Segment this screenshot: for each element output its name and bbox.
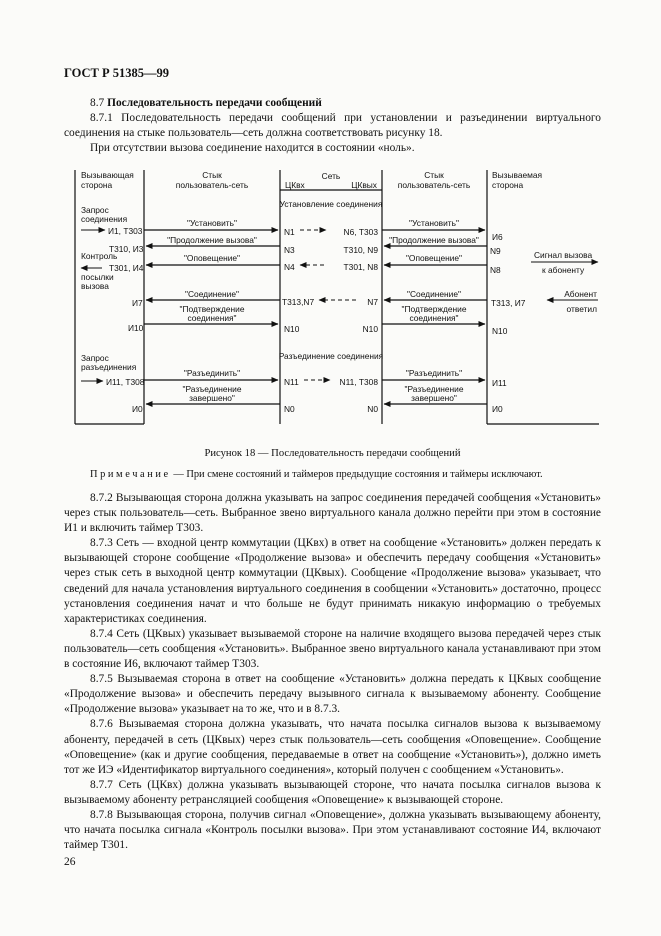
msg-alert-left: "Оповещение" — [183, 253, 241, 263]
paragraph-8-7-8: 8.7.8 Вызывающая сторона, получив сигнал «Оповещение», должна указывать вызывающему абоненту, что начата посылка сигнала «Контроль посылки вызова». При этом устанавливают состояние И4, включают таймер Т301. — [64, 808, 601, 852]
msg-ack-right-2: соединения" — [409, 313, 459, 323]
msg-disconnect-right: "Разъединить" — [405, 368, 463, 378]
label-answer-1: Абонент — [564, 289, 597, 299]
label-i0: И0 — [132, 404, 143, 414]
document-code: ГОСТ Р 51385—99 — [64, 66, 170, 80]
header-calling-1: Вызывающая — [81, 170, 134, 180]
label-release-1: Запрос — [81, 353, 109, 363]
header-called-2: сторона — [492, 180, 524, 190]
label-ring-2: к абоненту — [542, 265, 585, 275]
section-number: 8.7 — [90, 97, 105, 109]
header-interface-right-2: пользователь-сеть — [397, 180, 471, 190]
label-i10: И10 — [128, 323, 144, 333]
paragraph-no-call: При отсутствии вызова соединение находится в состоянии «ноль». — [90, 142, 415, 155]
state-n0-right: N0 — [367, 404, 378, 414]
msg-ack-left-1: "Подтверждение — [179, 304, 245, 314]
note — [64, 469, 601, 480]
msg-setup-left: "Установить" — [187, 218, 237, 228]
figure-caption: Рисунок 18 — Последовательность передачи сообщений — [204, 448, 461, 459]
figure-18 — [64, 158, 601, 430]
label-answer-2: ответил — [566, 304, 597, 314]
label-release-2: разъединения — [81, 362, 137, 372]
paragraph-8-7-7: 8.7.7 Сеть (ЦКвх) должна указывать вызывающей стороне, что начата посылка сигналов вызова к вызываемому абоненту ретрансляцией сообщения «Оповещение» к вызывающей стороне. — [64, 778, 601, 806]
note-text: — При смене состояний и таймеров предыдущие состояния и таймеры исключают. — [170, 469, 543, 480]
msg-released-left-1: "Разъединение — [182, 384, 242, 394]
header-ck-in: ЦКвх — [285, 180, 305, 190]
header-interface-left-2: пользователь-сеть — [175, 180, 249, 190]
msg-released-right-2: завершено" — [411, 393, 457, 403]
state-n0-left: N0 — [284, 404, 295, 414]
state-n7: N7 — [367, 297, 378, 307]
header-network: Сеть — [321, 171, 341, 181]
msg-connect-left: "Соединение" — [185, 289, 239, 299]
paragraph-8-7-5: 8.7.5 Вызываемая сторона в ответ на сообщение «Установить» должна передать к ЦКвых сообщение «Продолжение вызова» и обеспечить передачу вызывного сигнала к вызываемому абоненту. Сообщение «Продолжение вызова» указывает на то же, что и в 8.7.3. — [64, 673, 601, 716]
state-n4: N4 — [284, 262, 295, 272]
msg-disconnect-left: "Разъединить" — [183, 368, 241, 378]
state-n10-right: N10 — [362, 324, 378, 334]
msg-released-right-1: "Разъединение — [404, 384, 464, 394]
msg-alert-right: "Оповещение" — [405, 253, 463, 263]
label-control-1: Контроль — [81, 251, 118, 261]
paragraph-8-7-1: 8.7.1 Последовательность передачи сообщений при установлении и разъединении виртуального соединения на стыке пользователь—сеть должна соответствовать рисунку 18. — [64, 112, 601, 140]
sequence-diagram — [64, 158, 601, 430]
label-n9: N9 — [490, 246, 501, 256]
state-n10-left: N10 — [284, 324, 300, 334]
state-n3: N3 — [284, 245, 295, 255]
msg-connect-right: "Соединение" — [407, 289, 461, 299]
msg-ack-left-2: соединения" — [187, 313, 237, 323]
msg-proceed-left: "Продолжение вызова" — [167, 235, 257, 245]
section-release-label: Разъединение соединения — [278, 351, 384, 361]
paragraph-8-7-3: 8.7.3 Сеть — входной центр коммутации (ЦКвх) в ответ на сообщение «Установить» должен передать к вызывающей стороне сообщение «Продолжение вызова» и обеспечить передачу сообщения «Установить» через стык сеть в выходной центр коммутации (ЦКвых). Сообщение «Продолжение вызова» указывает, что сведений для начала установления виртуального соединения в сообщении «Установить» достаточно, процесс установления соединения начат и что больше не будут принимать никакую информацию о требуемых характеристиках соединения. — [64, 537, 601, 625]
label-i0-called: И0 — [492, 404, 503, 414]
label-i11-t308: И11, Т308 — [106, 377, 145, 387]
state-t310-n9: Т310, N9 — [343, 245, 378, 255]
section-setup-label: Установление соединения — [279, 199, 383, 209]
label-ring-1: Сигнал вызова — [534, 250, 593, 260]
label-t301-i4: Т301, И4 — [109, 263, 144, 273]
section-title: Последовательность передачи сообщений — [107, 97, 322, 109]
label-control-2: посылки — [81, 272, 114, 282]
label-request-1: Запрос — [81, 205, 109, 215]
label-n8: N8 — [490, 265, 501, 275]
label-i1-t303: И1, Т303 — [108, 226, 143, 236]
label-n10-called: N10 — [492, 326, 508, 336]
label-t310-i3: Т310, И3 — [109, 244, 144, 254]
paragraph-8-7-4: 8.7.4 Сеть (ЦКвых) указывает вызываемой стороне на наличие входящего вызова передачей через стык пользователь—сеть сообщения «Установить». Выбранное звено виртуального канала устанавливают при этом в состояние И6, включают таймер Т303. — [64, 627, 601, 671]
label-i11: И11 — [492, 378, 507, 388]
header-interface-left-1: Стык — [202, 170, 222, 180]
msg-proceed-right: "Продолжение вызова" — [389, 235, 479, 245]
state-t313-n7: Т313,N7 — [282, 297, 315, 307]
label-request-2: соединения — [81, 214, 128, 224]
header-interface-right-1: Стык — [424, 170, 444, 180]
label-i7: И7 — [132, 298, 143, 308]
state-n1: N1 — [284, 227, 295, 237]
section-8-7-intro — [64, 96, 601, 156]
note-label: Примечание — [90, 469, 171, 480]
header-called-1: Вызываемая — [492, 170, 543, 180]
paragraph-8-7-2: 8.7.2 Вызывающая сторона должна указывать на запрос соединения передачей сообщения «Установить» через стык пользователь—сеть. Выбранное звено виртуального канала должно перейти при этом в состояние И1 и включить таймер Т303. — [64, 492, 601, 535]
msg-setup-right: "Установить" — [409, 218, 459, 228]
header-calling-2: сторона — [81, 180, 113, 190]
header-ck-out: ЦКвых — [351, 180, 377, 190]
state-n11: N11 — [284, 377, 299, 387]
label-t313-i7: Т313, И7 — [491, 298, 526, 308]
msg-ack-right-1: "Подтверждение — [401, 304, 467, 314]
paragraph-8-7-6: 8.7.6 Вызываемая сторона должна указывать, что начата посылка сигналов вызова к вызываемому абоненту, передачей в сеть (ЦКвых) через стык пользователь—сеть сообщения «Оповещение». Сообщение «Оповещение» (как и другие сообщения, передаваемые в ответ на сообщение «Установить»), должно иметь тот же ИЭ «Идентификатор виртуального соединения», который получен с сообщением «Установить». — [64, 718, 601, 776]
state-t301-n8: Т301, N8 — [343, 262, 378, 272]
label-i6: И6 — [492, 232, 503, 242]
msg-released-left-2: завершено" — [189, 393, 235, 403]
state-n11-t308: N11, Т308 — [339, 377, 378, 387]
label-control-3: вызова — [81, 281, 109, 291]
state-n6-t303: N6, Т303 — [343, 227, 378, 237]
page-number: 26 — [64, 856, 76, 868]
body-text — [64, 491, 601, 853]
section-heading — [64, 96, 601, 111]
